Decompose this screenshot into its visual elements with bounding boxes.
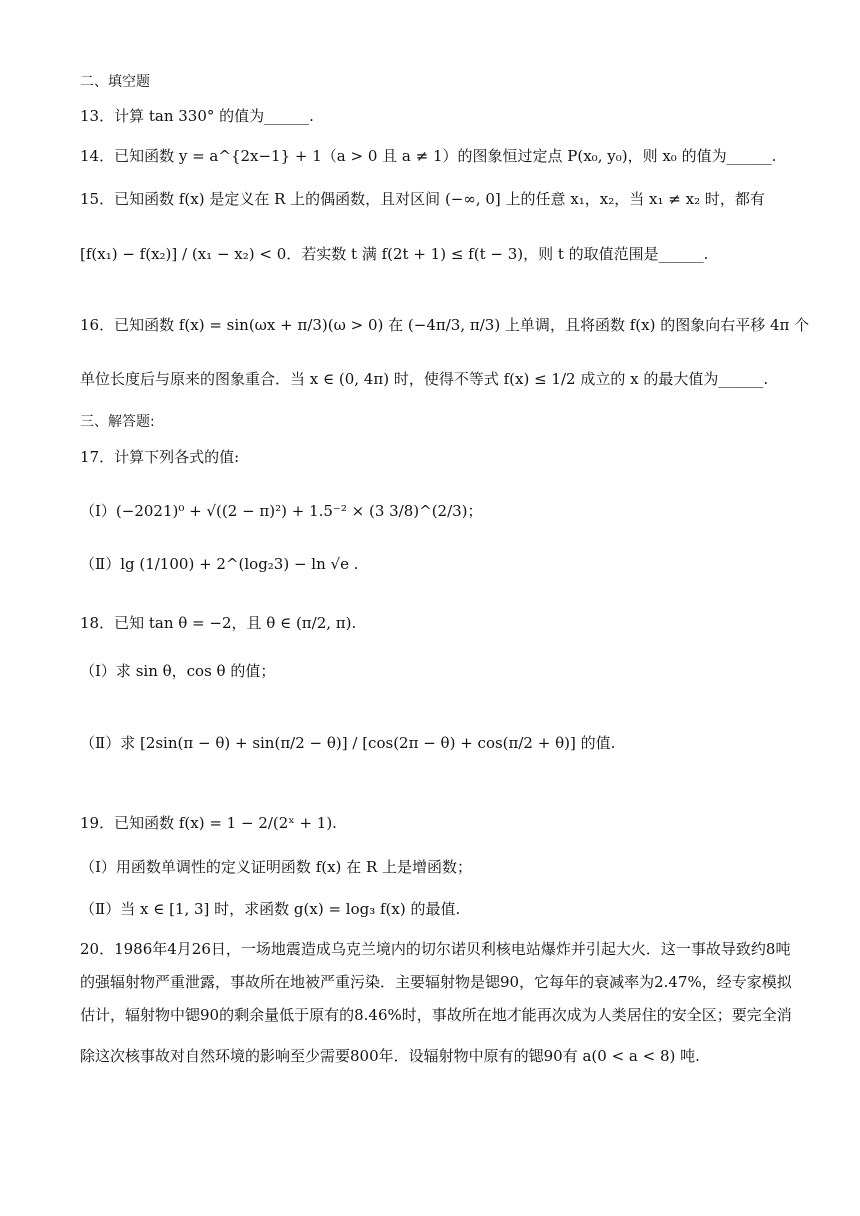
question-13 <box>80 105 314 127</box>
question-13-text: 13．计算 tan 330° 的值为______. <box>80 107 314 125</box>
question-14 <box>80 145 776 167</box>
question-14-text: 14．已知函数 y = a^{2x−1} + 1（a > 0 且 a ≠ 1）的图象恒过定点 P(x₀, y₀)，则 x₀ 的值为______. <box>80 147 777 165</box>
question-20-line-2: 的强辐射物严重泄露，事故所在地被严重污染．主要辐射物是锶90，它每年的衰减率为2.47%，经专家模拟 <box>80 973 792 991</box>
question-18-part-2: （Ⅱ）求 [2sin(π − θ) + sin(π/2 − θ)] / [cos(2π − θ) + cos(π/2 + θ)] 的值. <box>80 734 616 752</box>
question-19-part-1: （Ⅰ）用函数单调性的定义证明函数 f(x) 在 R 上是增函数； <box>80 858 473 876</box>
question-17-part-1: （Ⅰ）(−2021)⁰ + √((2 − π)²) + 1.5⁻² × (3 3/8)^(2/3)； <box>80 502 483 520</box>
question-16-line-1: 16．已知函数 f(x) = sin(ωx + π/3)(ω > 0) 在 (−4π/3, π/3) 上单调，且将函数 f(x) 的图象向右平移 4π 个 <box>80 316 810 334</box>
question-20-line-3: 估计，辐射物中锶90的剩余量低于原有的8.46%时，事故所在地才能再次成为人类居住的安全区；要完全消 <box>80 1006 792 1024</box>
question-17-stem: 17．计算下列各式的值: <box>80 448 240 466</box>
question-16-line-2: 单位长度后与原来的图象重合．当 x ∈ (0, 4π) 时，使得不等式 f(x) ≤ 1/2 成立的 x 的最大值为______. <box>80 370 769 388</box>
question-18-stem: 18．已知 tan θ = −2，且 θ ∈ (π/2, π). <box>80 614 357 632</box>
question-20-line-1: 20．1986年4月26日，一场地震造成乌克兰境内的切尔诺贝利核电站爆炸并引起大火．这一事故导致约8吨 <box>80 940 791 958</box>
section-answer-title: 三、解答题: <box>80 414 155 430</box>
section-fill-in-title: 二、填空题 <box>80 74 150 90</box>
question-20-line-4: 除这次核事故对自然环境的影响至少需要800年．设辐射物中原有的锶90有 a(0 < a < 8) 吨. <box>80 1047 700 1065</box>
question-15-line-1: 15．已知函数 f(x) 是定义在 R 上的偶函数，且对区间 (−∞, 0] 上的任意 x₁，x₂，当 x₁ ≠ x₂ 时，都有 <box>80 190 765 208</box>
question-19-part-2: （Ⅱ）当 x ∈ [1, 3] 时，求函数 g(x) = log₃ f(x) 的最值. <box>80 900 461 918</box>
question-19-stem: 19．已知函数 f(x) = 1 − 2/(2ˣ + 1). <box>80 814 337 832</box>
question-15-line-2: [f(x₁) − f(x₂)] / (x₁ − x₂) < 0．若实数 t 满 f(2t + 1) ≤ f(t − 3)，则 t 的取值范围是______. <box>80 245 709 263</box>
question-17-part-2: （Ⅱ）lg (1/100) + 2^(log₂3) − ln √e . <box>80 555 359 573</box>
question-18-part-1: （Ⅰ）求 sin θ，cos θ 的值； <box>80 662 276 680</box>
